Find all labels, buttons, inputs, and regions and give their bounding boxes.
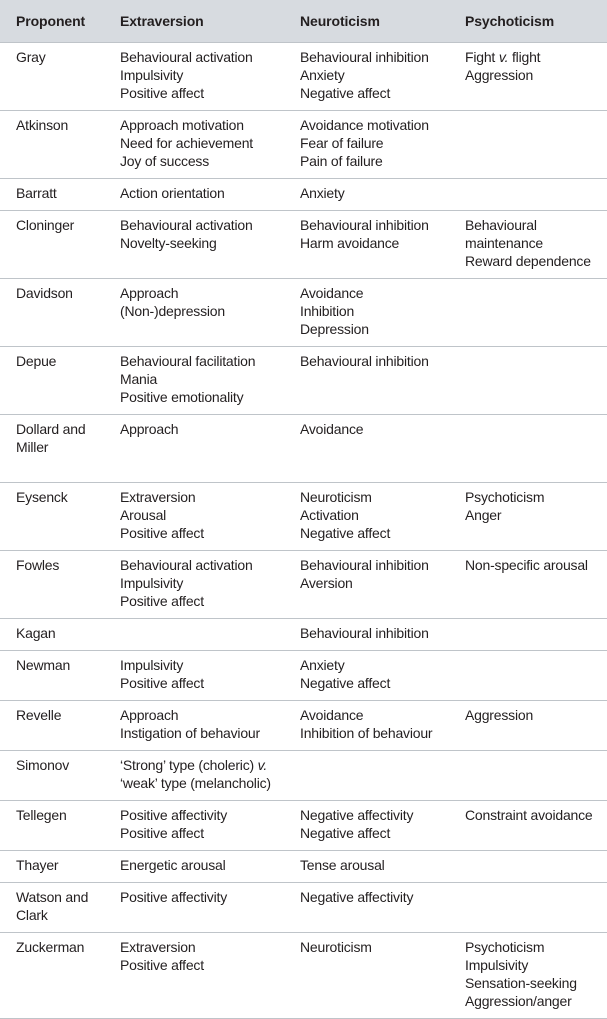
table-row — [0, 278, 607, 346]
cell-line: Negative affect — [300, 84, 391, 101]
cell-line: Behavioural — [465, 216, 537, 233]
cell-line: Depue — [16, 352, 57, 369]
cell-line: Davidson — [16, 284, 73, 301]
cell-line: Revelle — [16, 706, 62, 723]
cell-line: Atkinson — [16, 116, 69, 133]
cell-extraversion — [114, 278, 294, 346]
cell-line: Negative affect — [300, 674, 391, 691]
cell-line: Eysenck — [16, 488, 68, 505]
cell-line: Action orientation — [120, 184, 225, 201]
cell-extraversion — [114, 882, 294, 932]
cell-extraversion — [114, 750, 294, 800]
cell-proponent — [0, 932, 114, 1018]
cell-proponent — [0, 414, 114, 482]
cell-neuroticism — [294, 850, 459, 882]
cell-extraversion — [114, 482, 294, 550]
cell-neuroticism — [294, 882, 459, 932]
table-row — [0, 178, 607, 210]
cell-line: Behavioural facilitation — [120, 352, 256, 369]
cell-line: Behavioural inhibition — [300, 556, 429, 573]
cell-psychoticism — [459, 346, 607, 414]
cell-psychoticism — [459, 618, 607, 650]
cell-line: Positive affect — [120, 524, 204, 541]
cell-extraversion — [114, 414, 294, 482]
cell-line: Sensation-seeking — [465, 974, 577, 991]
cell-line: Approach — [120, 284, 179, 301]
cell-line: Positive affect — [120, 824, 204, 841]
cell-neuroticism — [294, 800, 459, 850]
cell-line: ‘Strong’ type (choleric) v. — [120, 756, 268, 773]
header-proponent: Proponent — [16, 12, 86, 29]
cell-line: Approach — [120, 420, 179, 437]
cell-psychoticism — [459, 42, 607, 110]
cell-line: Depression — [300, 320, 369, 337]
cell-line: Instigation of behaviour — [120, 724, 260, 741]
cell-line: Extraversion — [120, 488, 196, 505]
table-row — [0, 618, 607, 650]
cell-line: Approach — [120, 706, 179, 723]
cell-psychoticism — [459, 178, 607, 210]
cell-line: Fear of failure — [300, 134, 384, 151]
table-row — [0, 932, 607, 1018]
cell-proponent — [0, 882, 114, 932]
cell-line: Psychoticism — [465, 488, 545, 505]
cell-line: Anxiety — [300, 184, 345, 201]
cell-psychoticism — [459, 278, 607, 346]
cell-line: Positive affect — [120, 592, 204, 609]
cell-proponent — [0, 178, 114, 210]
cell-line: Anger — [465, 506, 502, 523]
cell-line: Aggression/anger — [465, 992, 572, 1009]
cell-line: Tellegen — [16, 806, 67, 823]
table-row — [0, 414, 607, 482]
cell-neuroticism — [294, 210, 459, 278]
cell-proponent — [0, 210, 114, 278]
cell-neuroticism — [294, 700, 459, 750]
cell-line: Positive emotionality — [120, 388, 244, 405]
cell-line: Approach motivation — [120, 116, 244, 133]
cell-extraversion — [114, 210, 294, 278]
table-row — [0, 650, 607, 700]
table-row — [0, 550, 607, 618]
cell-line: Fight v. flight — [465, 48, 541, 65]
cell-extraversion — [114, 932, 294, 1018]
cell-proponent — [0, 618, 114, 650]
cell-psychoticism — [459, 932, 607, 1018]
cell-extraversion — [114, 700, 294, 750]
cell-psychoticism — [459, 750, 607, 800]
table-header — [0, 0, 607, 42]
cell-line: Negative affect — [300, 524, 391, 541]
table-row — [0, 482, 607, 550]
header-neuroticism: Neuroticism — [300, 12, 380, 29]
cell-line: Simonov — [16, 756, 70, 773]
cell-line: Neuroticism — [300, 488, 372, 505]
cell-proponent — [0, 110, 114, 178]
cell-line: Behavioural inhibition — [300, 48, 429, 65]
header-psychoticism: Psychoticism — [465, 12, 555, 29]
cell-line: Behavioural activation — [120, 48, 253, 65]
cell-line: Impulsivity — [465, 956, 529, 973]
cell-proponent — [0, 650, 114, 700]
cell-neuroticism — [294, 278, 459, 346]
cell-line: Cloninger — [16, 216, 75, 233]
cell-proponent — [0, 346, 114, 414]
table-row — [0, 110, 607, 178]
cell-proponent — [0, 700, 114, 750]
cell-line: Negative affectivity — [300, 888, 414, 905]
cell-line: Anxiety — [300, 656, 345, 673]
cell-line: Negative affect — [300, 824, 391, 841]
cell-proponent — [0, 278, 114, 346]
cell-line: ‘weak’ type (melancholic) — [120, 774, 271, 791]
cell-line: Behavioural inhibition — [300, 624, 429, 641]
cell-line: Positive affectivity — [120, 806, 228, 823]
cell-extraversion — [114, 550, 294, 618]
cell-line: Constraint avoidance — [465, 806, 593, 823]
cell-psychoticism — [459, 210, 607, 278]
cell-psychoticism — [459, 550, 607, 618]
cell-line: Tense arousal — [300, 856, 385, 873]
cell-line: Avoidance motivation — [300, 116, 429, 133]
cell-psychoticism — [459, 650, 607, 700]
cell-line: Avoidance — [300, 284, 364, 301]
cell-line: Gray — [16, 48, 46, 65]
cell-line: Positive affect — [120, 956, 204, 973]
cell-psychoticism — [459, 700, 607, 750]
table-row — [0, 210, 607, 278]
cell-psychoticism — [459, 414, 607, 482]
table-row — [0, 882, 607, 932]
cell-proponent — [0, 750, 114, 800]
header-row — [0, 0, 607, 42]
cell-extraversion — [114, 850, 294, 882]
cell-psychoticism — [459, 800, 607, 850]
cell-neuroticism — [294, 414, 459, 482]
cell-psychoticism — [459, 110, 607, 178]
cell-line: Activation — [300, 506, 359, 523]
cell-line: Aversion — [300, 574, 353, 591]
cell-neuroticism — [294, 346, 459, 414]
cell-line: Arousal — [120, 506, 167, 523]
cell-line: Reward dependence — [465, 252, 591, 269]
cell-line: Dollard and — [16, 420, 86, 437]
cell-neuroticism — [294, 178, 459, 210]
cell-line: Miller — [16, 438, 49, 455]
cell-line: Aggression — [465, 706, 534, 723]
cell-line: Thayer — [16, 856, 59, 873]
cell-line: Behavioural activation — [120, 216, 253, 233]
cell-line: Inhibition of behaviour — [300, 724, 433, 741]
cell-line: Behavioural inhibition — [300, 216, 429, 233]
cell-line: Impulsivity — [120, 656, 184, 673]
cell-line: Mania — [120, 370, 158, 387]
cell-extraversion — [114, 346, 294, 414]
cell-proponent — [0, 482, 114, 550]
cell-line: Clark — [16, 906, 48, 923]
cell-line: Non-specific arousal — [465, 556, 588, 573]
cell-line: Avoidance — [300, 706, 364, 723]
cell-neuroticism — [294, 650, 459, 700]
cell-line: Positive affect — [120, 674, 204, 691]
cell-extraversion — [114, 178, 294, 210]
cell-line: Positive affectivity — [120, 888, 228, 905]
cell-neuroticism — [294, 550, 459, 618]
cell-neuroticism — [294, 110, 459, 178]
cell-extraversion — [114, 110, 294, 178]
cell-proponent — [0, 550, 114, 618]
cell-line: Fowles — [16, 556, 60, 573]
cell-line: Negative affectivity — [300, 806, 414, 823]
cell-neuroticism — [294, 932, 459, 1018]
cell-line: Positive affect — [120, 84, 204, 101]
cell-line: Behavioural inhibition — [300, 352, 429, 369]
cell-extraversion — [114, 650, 294, 700]
cell-line: Barratt — [16, 184, 57, 201]
cell-line: Avoidance — [300, 420, 364, 437]
cell-line: Impulsivity — [120, 574, 184, 591]
cell-neuroticism — [294, 618, 459, 650]
cell-neuroticism — [294, 482, 459, 550]
table-row — [0, 346, 607, 414]
cell-proponent — [0, 850, 114, 882]
cell-line: Zuckerman — [16, 938, 85, 955]
cell-line: Psychoticism — [465, 938, 545, 955]
cell-line: maintenance — [465, 234, 543, 251]
cell-line: Energetic arousal — [120, 856, 226, 873]
cell-neuroticism — [294, 42, 459, 110]
table-row — [0, 850, 607, 882]
cell-line: Anxiety — [300, 66, 345, 83]
cell-line: Watson and — [16, 888, 89, 905]
cell-line: Impulsivity — [120, 66, 184, 83]
cell-line: Behavioural activation — [120, 556, 253, 573]
cell-psychoticism — [459, 882, 607, 932]
cell-line: Novelty-seeking — [120, 234, 217, 251]
cell-line: Aggression — [465, 66, 534, 83]
cell-line: Neuroticism — [300, 938, 372, 955]
table-body — [0, 42, 607, 1018]
cell-line: Extraversion — [120, 938, 196, 955]
cell-line: (Non-)depression — [120, 302, 225, 319]
table-row — [0, 800, 607, 850]
cell-line: Inhibition — [300, 302, 355, 319]
cell-extraversion — [114, 800, 294, 850]
cell-line: Pain of failure — [300, 152, 383, 169]
cell-line: Newman — [16, 656, 71, 673]
cell-proponent — [0, 42, 114, 110]
cell-neuroticism — [294, 750, 459, 800]
cell-proponent — [0, 800, 114, 850]
cell-line: Harm avoidance — [300, 234, 400, 251]
cell-extraversion — [114, 618, 294, 650]
cell-extraversion — [114, 42, 294, 110]
header-extraversion: Extraversion — [120, 12, 204, 29]
table-row — [0, 42, 607, 110]
table-row — [0, 750, 607, 800]
table-row — [0, 700, 607, 750]
cell-line: Joy of success — [120, 152, 210, 169]
cell-psychoticism — [459, 482, 607, 550]
cell-line: Kagan — [16, 624, 56, 641]
cell-line: Need for achievement — [120, 134, 253, 151]
cell-psychoticism — [459, 850, 607, 882]
